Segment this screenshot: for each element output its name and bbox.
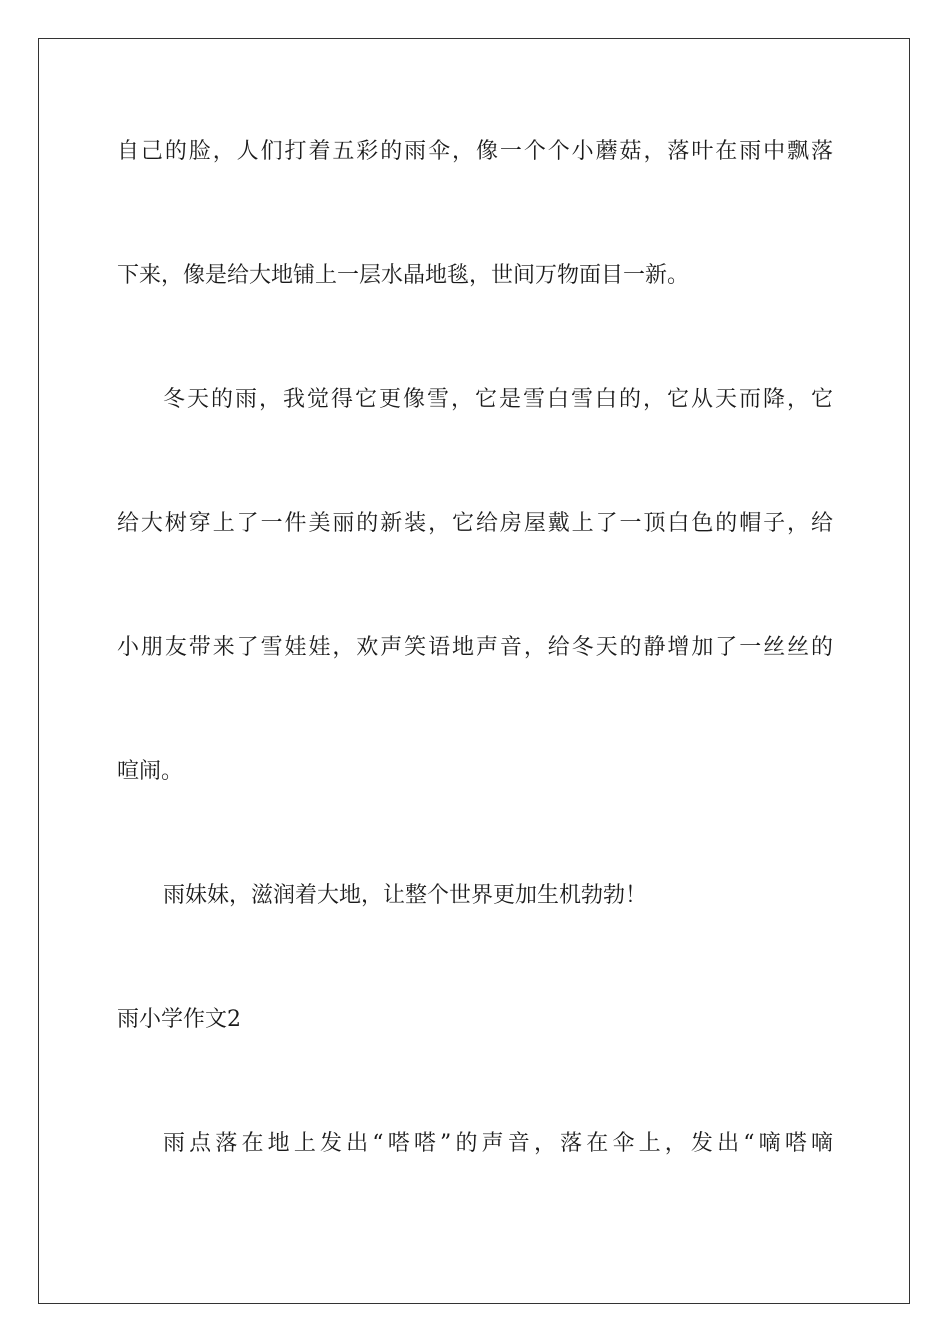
paragraph-line: 冬天的雨，我觉得它更像雪，它是雪白雪白的，它从天而降，它 <box>163 387 833 412</box>
paragraph-line: 自己的脸，人们打着五彩的雨伞，像一个个小蘑菇，落叶在雨中飘落 <box>117 139 833 164</box>
paragraph-line: 雨妹妹，滋润着大地，让整个世界更加生机勃勃！ <box>163 883 648 908</box>
paragraph-line: 给大树穿上了一件美丽的新装，它给房屋戴上了一顶白色的帽子，给 <box>117 511 833 536</box>
paragraph-line: 喧闹。 <box>117 759 184 784</box>
paragraph-line: 下来，像是给大地铺上一层水晶地毯，世间万物面目一新。 <box>117 263 690 288</box>
page-border <box>38 38 910 1304</box>
section-heading: 雨小学作文2 <box>117 1007 241 1032</box>
paragraph-line: 小朋友带来了雪娃娃，欢声笑语地声音，给冬天的静增加了一丝丝的 <box>117 635 833 660</box>
paragraph-line: 雨点落在地上发出“嗒嗒”的声音，落在伞上，发出“嘀嗒嘀 <box>163 1131 833 1156</box>
